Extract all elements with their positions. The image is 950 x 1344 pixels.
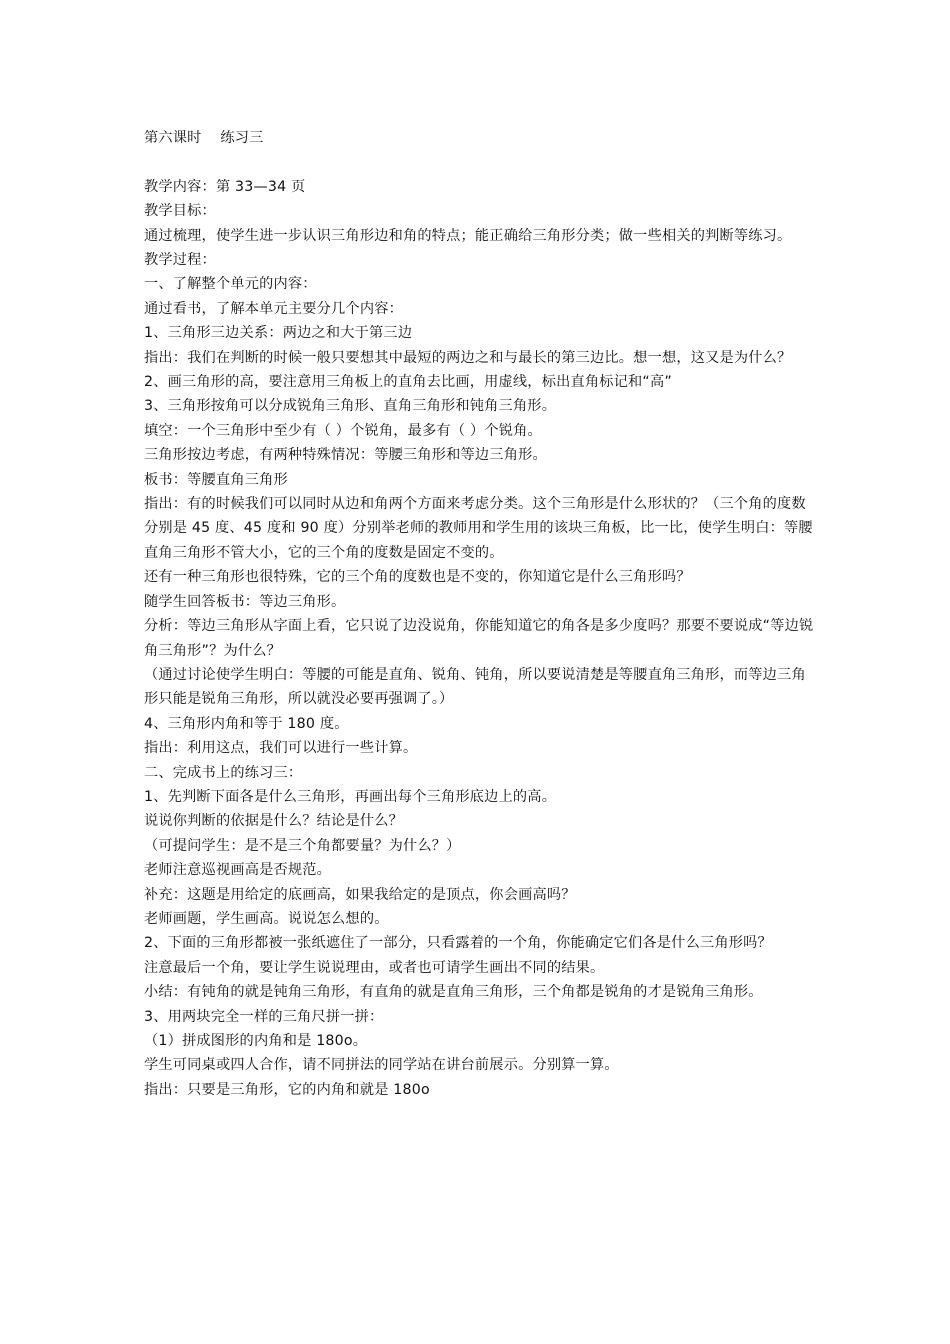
paragraph: 指出：利用这点，我们可以进行一些计算。	[144, 740, 418, 757]
paragraph: 1、先判断下面各是什么三角形，再画出每个三角形底边上的高。	[144, 788, 557, 805]
paragraph: 3、用两块完全一样的三角尺拼一拼：	[144, 1008, 384, 1025]
section-heading-exercise: 二、完成书上的练习三：	[144, 764, 303, 781]
section-heading-unit-overview: 一、了解整个单元的内容：	[144, 276, 317, 293]
paragraph: 指出：只要是三角形，它的内角和就是 180o	[144, 1081, 430, 1098]
paragraph: 注意最后一个角，要让学生说说理由，或者也可请学生画出不同的结果。	[144, 959, 605, 976]
paragraph: 三角形按边考虑，有两种特殊情况：等腰三角形和等边三角形。	[144, 447, 547, 464]
paragraph: 老师注意巡视画高是否规范。	[144, 862, 332, 879]
lesson-title: 第六课时 练习三	[144, 130, 264, 146]
paragraph: 学生可同桌或四人合作，请不同拼法的同学站在讲台前展示。分别算一算。	[144, 1057, 619, 1074]
paragraph: 4、三角形内角和等于 180 度。	[144, 715, 349, 732]
paragraph: 2、下面的三角形都被一张纸遮住了一部分，只看露着的一个角，你能确定它们各是什么三角形吗？	[144, 935, 772, 952]
paragraph: 1、三角形三边关系：两边之和大于第三边	[144, 325, 413, 342]
paragraph: 还有一种三角形也很特殊，它的三个角的度数也是不变的，你知道它是什么三角形吗？	[144, 569, 691, 586]
paragraph: 2、画三角形的高，要注意用三角板上的直角去比画，用虚线，标出直角标记和“高”	[144, 374, 672, 391]
document-body	[144, 126, 816, 1102]
paragraph: 指出：我们在判断的时候一般只要想其中最短的两边之和与最长的第三边比。想一想，这又是为什么？	[144, 349, 792, 366]
paragraph: 小结：有钝角的就是钝角三角形，有直角的就是直角三角形，三个角都是锐角的才是锐角三角形。	[144, 984, 763, 1001]
paragraph: 补充：这题是用给定的底画高，如果我给定的是顶点，你会画高吗？	[144, 886, 576, 903]
paragraph-fill-blank: 填空：一个三角形中至少有（ ）个锐角，最多有（ ）个锐角。	[144, 422, 542, 439]
paragraph: 分析：等边三角形从字面上看，它只说了边没说角，你能知道它的角各是多少度吗？那要不要说成“等边锐角三角形”？为什么？	[144, 618, 814, 659]
paragraph-teaching-content: 教学内容：第 33—34 页	[144, 178, 306, 195]
paragraph-teaching-process-heading: 教学过程：	[144, 252, 216, 269]
paragraph: （通过讨论使学生明白：等腰的可能是直角、锐角、钝角，所以要说清楚是等腰直角三角形，而等边三角形只能是锐角三角形，所以就没必要再强调了。）	[144, 666, 806, 708]
paragraph: 说说你判断的依据是什么？结论是什么？	[144, 813, 403, 830]
paragraph: （可提问学生：是不是三个角都要量？为什么？）	[144, 837, 461, 854]
paragraph-teaching-goal: 通过梳理，使学生进一步认识三角形边和角的特点；能正确给三角形分类；做一些相关的判断等练习。	[144, 227, 792, 244]
paragraph: 老师画题，学生画高。说说怎么想的。	[144, 910, 389, 927]
paragraph: 通过看书，了解本单元主要分几个内容：	[144, 300, 403, 317]
paragraph-teaching-goal-heading: 教学目标：	[144, 203, 216, 220]
paragraph: 3、三角形按角可以分成锐角三角形、直角三角形和钝角三角形。	[144, 398, 557, 415]
paragraph: （1）拼成图形的内角和是 180o。	[144, 1033, 368, 1050]
paragraph: 指出：有的时候我们可以同时从边和角两个方面来考虑分类。这个三角形是什么形状的？（三个角的度数分别是 45 度、45 度和 90 度）分别举老师的教师用和学生用的该块三角板，比一比，使学生明白：等腰直角三角形不管大小，它的三个角的度数是固定不变的。	[144, 496, 813, 561]
paragraph: 板书：等腰直角三角形	[144, 471, 288, 488]
paragraph: 随学生回答板书：等边三角形。	[144, 593, 346, 610]
